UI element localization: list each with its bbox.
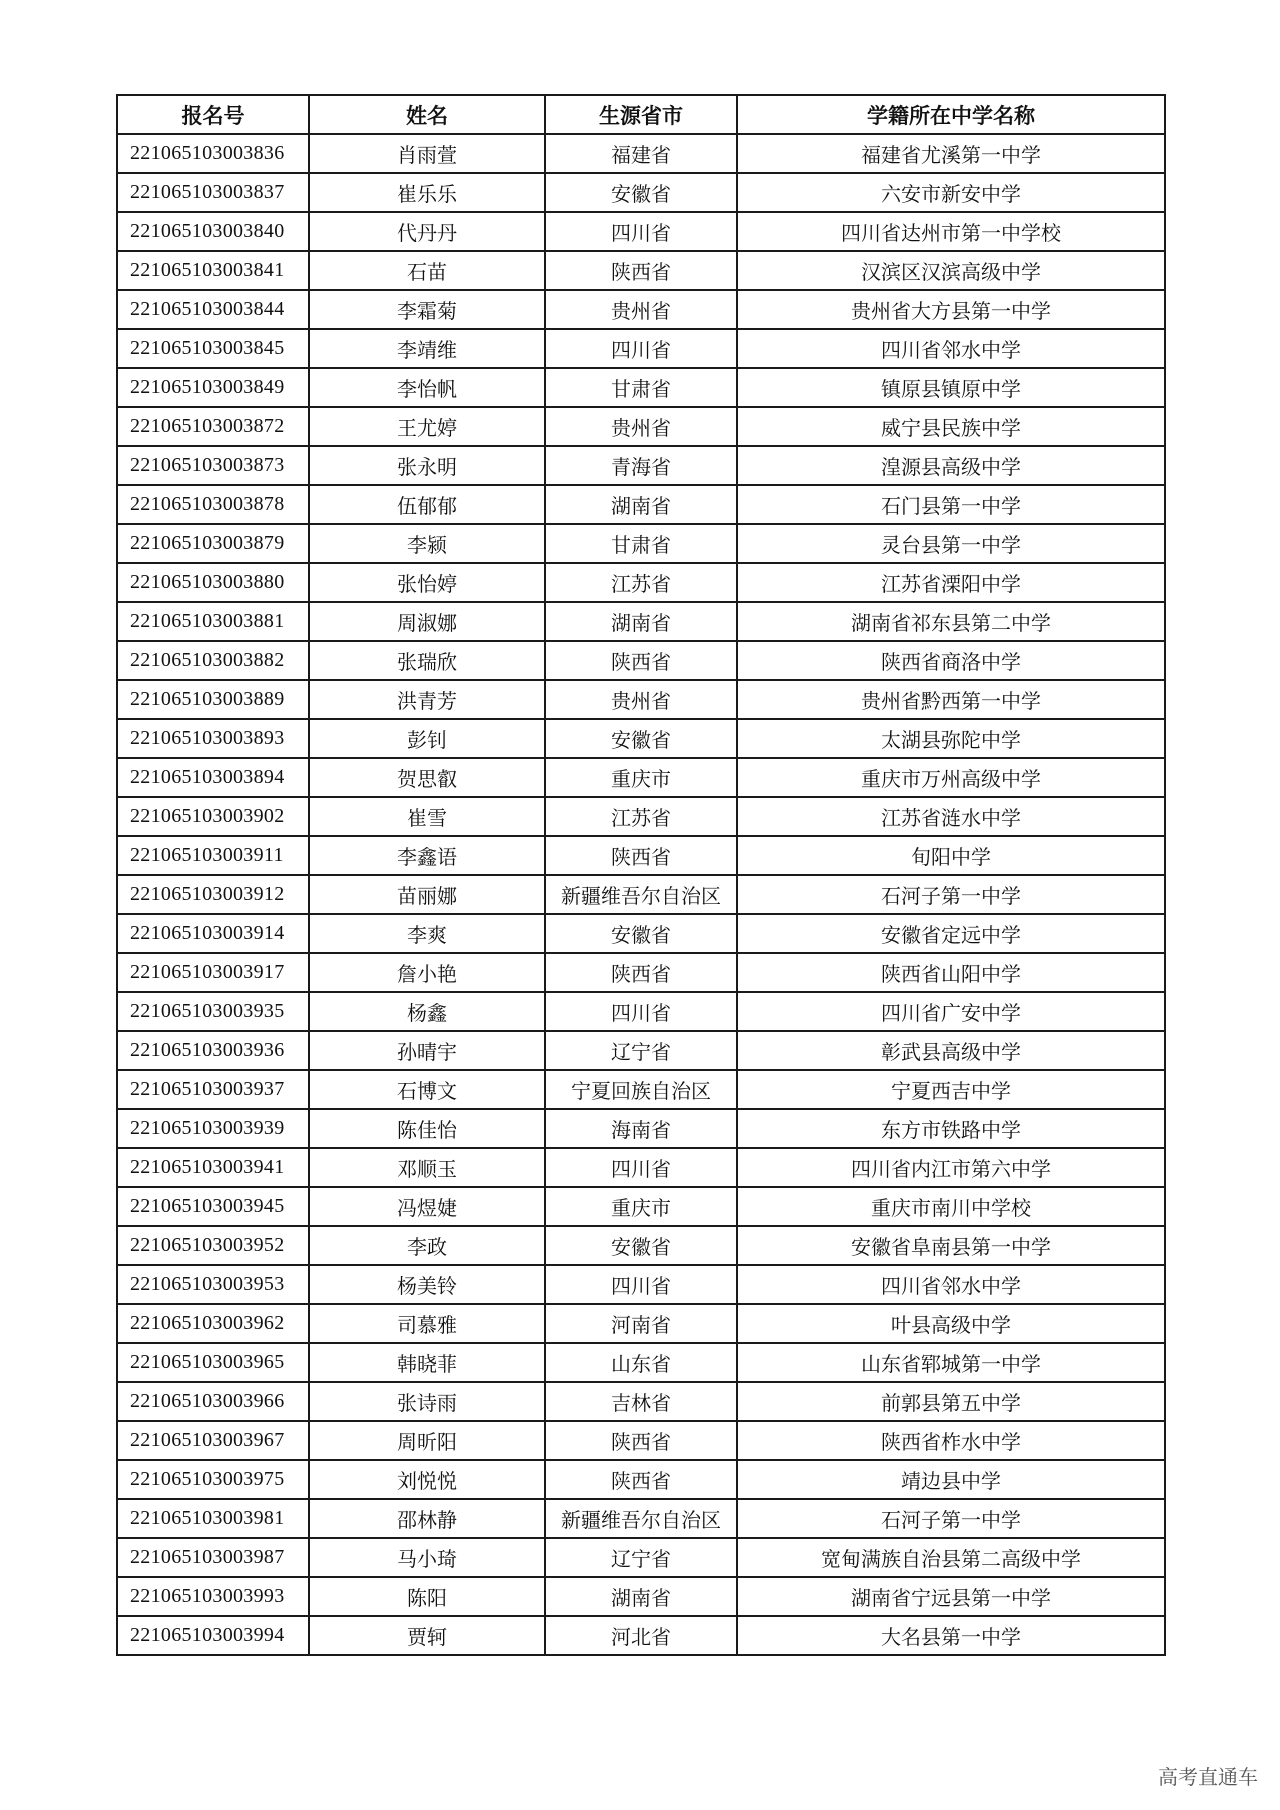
cell-high-school: 镇原县镇原中学 — [737, 368, 1165, 407]
cell-registration-number: 221065103003962 — [117, 1304, 309, 1343]
cell-high-school: 贵州省黔西第一中学 — [737, 680, 1165, 719]
cell-name: 李霜菊 — [309, 290, 545, 329]
cell-registration-number: 221065103003889 — [117, 680, 309, 719]
cell-origin-province: 甘肃省 — [545, 524, 737, 563]
cell-origin-province: 安徽省 — [545, 719, 737, 758]
cell-name: 李鑫语 — [309, 836, 545, 875]
cell-name: 杨美铃 — [309, 1265, 545, 1304]
header-origin-province: 生源省市 — [545, 95, 737, 134]
cell-high-school: 石门县第一中学 — [737, 485, 1165, 524]
cell-origin-province: 陕西省 — [545, 1460, 737, 1499]
cell-origin-province: 安徽省 — [545, 173, 737, 212]
table-row — [117, 836, 1165, 875]
cell-registration-number: 221065103003939 — [117, 1109, 309, 1148]
cell-name: 伍郁郁 — [309, 485, 545, 524]
table-row — [117, 992, 1165, 1031]
cell-origin-province: 重庆市 — [545, 1187, 737, 1226]
cell-origin-province: 宁夏回族自治区 — [545, 1070, 737, 1109]
cell-high-school: 山东省郓城第一中学 — [737, 1343, 1165, 1382]
cell-origin-province: 河北省 — [545, 1616, 737, 1655]
table-row — [117, 446, 1165, 485]
table-row — [117, 134, 1165, 173]
cell-origin-province: 陕西省 — [545, 251, 737, 290]
cell-name: 张永明 — [309, 446, 545, 485]
cell-high-school: 贵州省大方县第一中学 — [737, 290, 1165, 329]
table-row — [117, 1499, 1165, 1538]
table-row — [117, 719, 1165, 758]
cell-registration-number: 221065103003965 — [117, 1343, 309, 1382]
cell-high-school: 汉滨区汉滨高级中学 — [737, 251, 1165, 290]
cell-high-school: 石河子第一中学 — [737, 1499, 1165, 1538]
table-row — [117, 329, 1165, 368]
header-high-school: 学籍所在中学名称 — [737, 95, 1165, 134]
cell-registration-number: 221065103003912 — [117, 875, 309, 914]
cell-name: 王尤婷 — [309, 407, 545, 446]
cell-registration-number: 221065103003953 — [117, 1265, 309, 1304]
cell-name: 石苗 — [309, 251, 545, 290]
cell-origin-province: 四川省 — [545, 992, 737, 1031]
cell-origin-province: 陕西省 — [545, 1421, 737, 1460]
cell-registration-number: 221065103003911 — [117, 836, 309, 875]
table-row — [117, 1304, 1165, 1343]
cell-origin-province: 吉林省 — [545, 1382, 737, 1421]
cell-registration-number: 221065103003993 — [117, 1577, 309, 1616]
cell-name: 崔乐乐 — [309, 173, 545, 212]
table-row — [117, 1343, 1165, 1382]
table-row — [117, 212, 1165, 251]
cell-registration-number: 221065103003994 — [117, 1616, 309, 1655]
table-row — [117, 641, 1165, 680]
cell-registration-number: 221065103003881 — [117, 602, 309, 641]
table-row — [117, 290, 1165, 329]
table-row — [117, 1538, 1165, 1577]
table-row — [117, 680, 1165, 719]
cell-name: 李爽 — [309, 914, 545, 953]
cell-origin-province: 湖南省 — [545, 1577, 737, 1616]
cell-registration-number: 221065103003844 — [117, 290, 309, 329]
cell-registration-number: 221065103003952 — [117, 1226, 309, 1265]
cell-name: 代丹丹 — [309, 212, 545, 251]
cell-high-school: 东方市铁路中学 — [737, 1109, 1165, 1148]
cell-high-school: 陕西省柞水中学 — [737, 1421, 1165, 1460]
cell-high-school: 安徽省定远中学 — [737, 914, 1165, 953]
table-row — [117, 1382, 1165, 1421]
cell-name: 石博文 — [309, 1070, 545, 1109]
table-row — [117, 758, 1165, 797]
table-body — [117, 134, 1165, 1655]
cell-high-school: 彰武县高级中学 — [737, 1031, 1165, 1070]
cell-origin-province: 青海省 — [545, 446, 737, 485]
cell-high-school: 石河子第一中学 — [737, 875, 1165, 914]
cell-origin-province: 福建省 — [545, 134, 737, 173]
table-row — [117, 251, 1165, 290]
cell-registration-number: 221065103003941 — [117, 1148, 309, 1187]
cell-origin-province: 江苏省 — [545, 563, 737, 602]
cell-origin-province: 辽宁省 — [545, 1538, 737, 1577]
roster-sheet — [116, 94, 1164, 1656]
table-row — [117, 1421, 1165, 1460]
cell-name: 洪青芳 — [309, 680, 545, 719]
cell-name: 李政 — [309, 1226, 545, 1265]
cell-high-school: 江苏省涟水中学 — [737, 797, 1165, 836]
cell-high-school: 湟源县高级中学 — [737, 446, 1165, 485]
cell-name: 马小琦 — [309, 1538, 545, 1577]
table-row — [117, 524, 1165, 563]
cell-high-school: 重庆市万州高级中学 — [737, 758, 1165, 797]
table-row — [117, 797, 1165, 836]
cell-name: 邵林静 — [309, 1499, 545, 1538]
cell-high-school: 江苏省溧阳中学 — [737, 563, 1165, 602]
table-row — [117, 1226, 1165, 1265]
cell-origin-province: 湖南省 — [545, 485, 737, 524]
cell-registration-number: 221065103003975 — [117, 1460, 309, 1499]
cell-high-school: 湖南省宁远县第一中学 — [737, 1577, 1165, 1616]
cell-origin-province: 贵州省 — [545, 290, 737, 329]
table-row — [117, 1460, 1165, 1499]
cell-name: 韩晓菲 — [309, 1343, 545, 1382]
cell-name: 张瑞欣 — [309, 641, 545, 680]
cell-name: 司慕雅 — [309, 1304, 545, 1343]
cell-name: 李怡帆 — [309, 368, 545, 407]
cell-high-school: 陕西省商洛中学 — [737, 641, 1165, 680]
cell-high-school: 陕西省山阳中学 — [737, 953, 1165, 992]
cell-registration-number: 221065103003936 — [117, 1031, 309, 1070]
cell-high-school: 宁夏西吉中学 — [737, 1070, 1165, 1109]
cell-registration-number: 221065103003917 — [117, 953, 309, 992]
cell-name: 贾轲 — [309, 1616, 545, 1655]
cell-high-school: 四川省邻水中学 — [737, 1265, 1165, 1304]
cell-name: 张怡婷 — [309, 563, 545, 602]
cell-registration-number: 221065103003837 — [117, 173, 309, 212]
cell-origin-province: 山东省 — [545, 1343, 737, 1382]
student-roster-table — [116, 94, 1166, 1656]
cell-name: 崔雪 — [309, 797, 545, 836]
cell-registration-number: 221065103003981 — [117, 1499, 309, 1538]
cell-high-school: 宽甸满族自治县第二高级中学 — [737, 1538, 1165, 1577]
cell-high-school: 靖边县中学 — [737, 1460, 1165, 1499]
table-row — [117, 914, 1165, 953]
cell-registration-number: 221065103003840 — [117, 212, 309, 251]
table-row — [117, 563, 1165, 602]
cell-high-school: 六安市新安中学 — [737, 173, 1165, 212]
cell-high-school: 太湖县弥陀中学 — [737, 719, 1165, 758]
cell-name: 肖雨萱 — [309, 134, 545, 173]
cell-name: 周淑娜 — [309, 602, 545, 641]
table-row — [117, 1148, 1165, 1187]
cell-registration-number: 221065103003894 — [117, 758, 309, 797]
table-row — [117, 368, 1165, 407]
cell-registration-number: 221065103003836 — [117, 134, 309, 173]
cell-registration-number: 221065103003937 — [117, 1070, 309, 1109]
table-header-row — [117, 95, 1165, 134]
header-name: 姓名 — [309, 95, 545, 134]
cell-registration-number: 221065103003873 — [117, 446, 309, 485]
cell-high-school: 四川省达州市第一中学校 — [737, 212, 1165, 251]
cell-origin-province: 湖南省 — [545, 602, 737, 641]
cell-high-school: 旬阳中学 — [737, 836, 1165, 875]
watermark: 高考直通车 — [1158, 1765, 1258, 1789]
table-row — [117, 953, 1165, 992]
cell-name: 陈佳怡 — [309, 1109, 545, 1148]
cell-name: 周昕阳 — [309, 1421, 545, 1460]
cell-high-school: 叶县高级中学 — [737, 1304, 1165, 1343]
cell-registration-number: 221065103003914 — [117, 914, 309, 953]
cell-high-school: 前郭县第五中学 — [737, 1382, 1165, 1421]
cell-high-school: 安徽省阜南县第一中学 — [737, 1226, 1165, 1265]
cell-name: 詹小艳 — [309, 953, 545, 992]
cell-name: 贺思叡 — [309, 758, 545, 797]
cell-origin-province: 安徽省 — [545, 1226, 737, 1265]
table-row — [117, 1070, 1165, 1109]
cell-name: 杨鑫 — [309, 992, 545, 1031]
header-registration-number: 报名号 — [117, 95, 309, 134]
cell-high-school: 四川省广安中学 — [737, 992, 1165, 1031]
cell-origin-province: 贵州省 — [545, 680, 737, 719]
cell-registration-number: 221065103003882 — [117, 641, 309, 680]
cell-high-school: 福建省尤溪第一中学 — [737, 134, 1165, 173]
cell-origin-province: 江苏省 — [545, 797, 737, 836]
cell-name: 冯煜婕 — [309, 1187, 545, 1226]
table-row — [117, 1187, 1165, 1226]
cell-registration-number: 221065103003893 — [117, 719, 309, 758]
cell-origin-province: 河南省 — [545, 1304, 737, 1343]
cell-name: 李靖维 — [309, 329, 545, 368]
table-row — [117, 173, 1165, 212]
table-row — [117, 1616, 1165, 1655]
cell-registration-number: 221065103003945 — [117, 1187, 309, 1226]
cell-registration-number: 221065103003935 — [117, 992, 309, 1031]
table-row — [117, 602, 1165, 641]
table-row — [117, 1577, 1165, 1616]
cell-origin-province: 四川省 — [545, 329, 737, 368]
cell-origin-province: 海南省 — [545, 1109, 737, 1148]
cell-name: 陈阳 — [309, 1577, 545, 1616]
cell-registration-number: 221065103003967 — [117, 1421, 309, 1460]
cell-registration-number: 221065103003841 — [117, 251, 309, 290]
table-row — [117, 485, 1165, 524]
cell-registration-number: 221065103003878 — [117, 485, 309, 524]
cell-registration-number: 221065103003966 — [117, 1382, 309, 1421]
cell-registration-number: 221065103003902 — [117, 797, 309, 836]
cell-origin-province: 陕西省 — [545, 641, 737, 680]
cell-name: 张诗雨 — [309, 1382, 545, 1421]
cell-origin-province: 四川省 — [545, 1265, 737, 1304]
cell-origin-province: 贵州省 — [545, 407, 737, 446]
cell-name: 刘悦悦 — [309, 1460, 545, 1499]
cell-high-school: 重庆市南川中学校 — [737, 1187, 1165, 1226]
cell-origin-province: 辽宁省 — [545, 1031, 737, 1070]
cell-origin-province: 新疆维吾尔自治区 — [545, 875, 737, 914]
cell-registration-number: 221065103003872 — [117, 407, 309, 446]
cell-high-school: 大名县第一中学 — [737, 1616, 1165, 1655]
cell-name: 邓顺玉 — [309, 1148, 545, 1187]
cell-origin-province: 四川省 — [545, 212, 737, 251]
table-row — [117, 407, 1165, 446]
cell-origin-province: 甘肃省 — [545, 368, 737, 407]
cell-origin-province: 新疆维吾尔自治区 — [545, 1499, 737, 1538]
table-row — [117, 1031, 1165, 1070]
cell-name: 孙晴宇 — [309, 1031, 545, 1070]
table-row — [117, 875, 1165, 914]
cell-registration-number: 221065103003987 — [117, 1538, 309, 1577]
cell-name: 苗丽娜 — [309, 875, 545, 914]
cell-registration-number: 221065103003879 — [117, 524, 309, 563]
cell-origin-province: 陕西省 — [545, 836, 737, 875]
cell-high-school: 威宁县民族中学 — [737, 407, 1165, 446]
cell-registration-number: 221065103003845 — [117, 329, 309, 368]
cell-high-school: 四川省内江市第六中学 — [737, 1148, 1165, 1187]
cell-origin-province: 陕西省 — [545, 953, 737, 992]
cell-registration-number: 221065103003880 — [117, 563, 309, 602]
cell-name: 彭钊 — [309, 719, 545, 758]
cell-high-school: 四川省邻水中学 — [737, 329, 1165, 368]
cell-origin-province: 四川省 — [545, 1148, 737, 1187]
table-row — [117, 1265, 1165, 1304]
cell-registration-number: 221065103003849 — [117, 368, 309, 407]
cell-high-school: 湖南省祁东县第二中学 — [737, 602, 1165, 641]
cell-origin-province: 重庆市 — [545, 758, 737, 797]
table-row — [117, 1109, 1165, 1148]
cell-high-school: 灵台县第一中学 — [737, 524, 1165, 563]
cell-origin-province: 安徽省 — [545, 914, 737, 953]
cell-name: 李颍 — [309, 524, 545, 563]
